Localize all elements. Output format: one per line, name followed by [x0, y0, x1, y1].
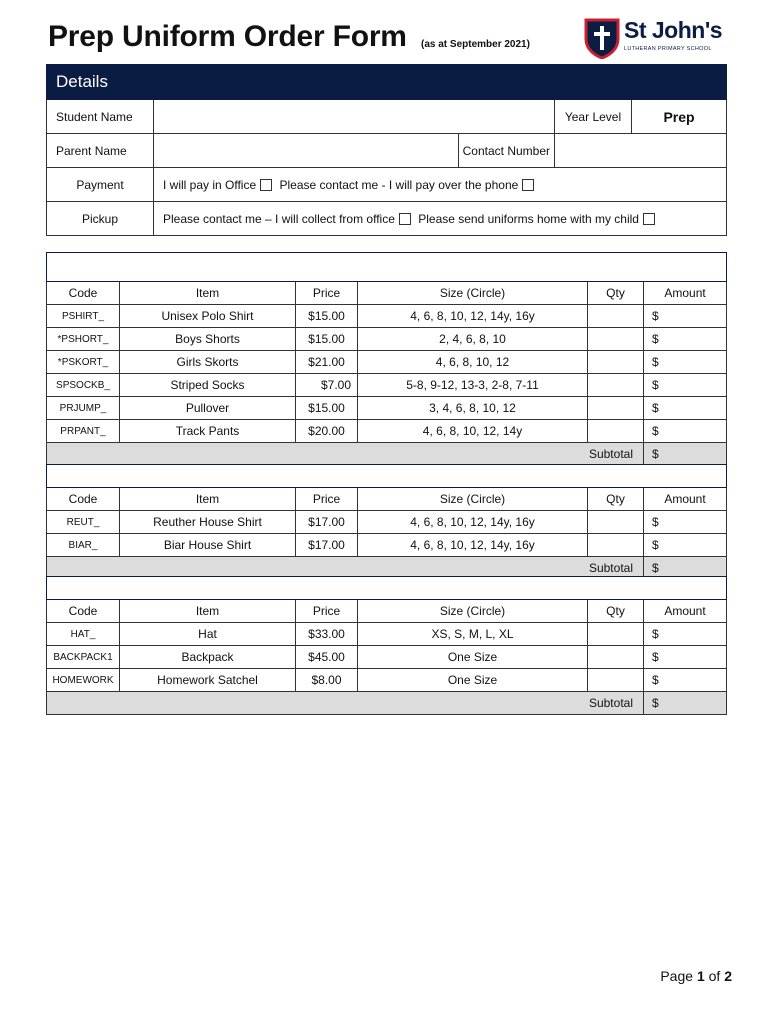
- form-date-note: (as at September 2021): [421, 39, 530, 50]
- item-amount[interactable]: $: [644, 328, 727, 351]
- item-name: Striped Socks: [120, 374, 296, 397]
- item-sizes[interactable]: 4, 6, 8, 10, 12, 14y, 16y: [358, 534, 588, 557]
- item-price: $20.00: [296, 420, 358, 443]
- item-price: $8.00: [296, 669, 358, 692]
- accessories-table: [46, 576, 727, 715]
- qty-field[interactable]: [588, 623, 644, 646]
- item-sizes[interactable]: 5-8, 9-12, 13-3, 2-8, 7-11: [358, 374, 588, 397]
- qty-field[interactable]: [588, 511, 644, 534]
- payment-label: Payment: [47, 168, 154, 202]
- qty-field[interactable]: [588, 534, 644, 557]
- item-price: $15.00: [296, 397, 358, 420]
- item-code: PRJUMP_: [47, 397, 120, 420]
- subtotal-amount[interactable]: $: [644, 443, 727, 466]
- item-amount[interactable]: $: [644, 374, 727, 397]
- item-code: SPSOCKB_: [47, 374, 120, 397]
- item-name: Reuther House Shirt: [120, 511, 296, 534]
- item-amount[interactable]: $: [644, 511, 727, 534]
- formal-uniform-table: [46, 252, 727, 466]
- item-price: $45.00: [296, 646, 358, 669]
- page-prefix: Page: [660, 968, 694, 984]
- item-name: Unisex Polo Shirt: [120, 305, 296, 328]
- item-sizes[interactable]: 2, 4, 6, 8, 10: [358, 328, 588, 351]
- pay-office-label: I will pay in Office: [163, 177, 257, 192]
- pickup-label: Pickup: [47, 202, 154, 236]
- qty-field[interactable]: [588, 374, 644, 397]
- sport-heading: Sport Uniform: [47, 465, 727, 488]
- qty-field[interactable]: [588, 420, 644, 443]
- item-sizes[interactable]: One Size: [358, 646, 588, 669]
- item-code: HOMEWORK: [47, 669, 120, 692]
- item-price: $7.00: [296, 374, 358, 397]
- table-row: [47, 669, 727, 692]
- col-qty: Qty: [588, 600, 644, 623]
- item-code: PSHIRT_: [47, 305, 120, 328]
- page-of: of: [708, 968, 721, 984]
- school-name: St John's: [624, 17, 723, 43]
- item-name: Biar House Shirt: [120, 534, 296, 557]
- item-sizes[interactable]: 4, 6, 8, 10, 12, 14y, 16y: [358, 305, 588, 328]
- qty-field[interactable]: [588, 305, 644, 328]
- send-home-checkbox[interactable]: [643, 213, 655, 225]
- subtotal-label: Subtotal: [47, 443, 644, 466]
- send-home-label: Please send uniforms home with my child: [418, 211, 639, 226]
- item-sizes[interactable]: 3, 4, 6, 8, 10, 12: [358, 397, 588, 420]
- col-size: Size (Circle): [358, 600, 588, 623]
- item-code: REUT_: [47, 511, 120, 534]
- item-name: Homework Satchel: [120, 669, 296, 692]
- parent-name-label: Parent Name: [47, 134, 154, 168]
- subtotal-label: Subtotal: [47, 692, 644, 715]
- subtotal-row: [47, 443, 727, 466]
- item-price: $17.00: [296, 511, 358, 534]
- col-price: Price: [296, 282, 358, 305]
- item-code: PRPANT_: [47, 420, 120, 443]
- subtotal-amount[interactable]: $: [644, 557, 727, 580]
- year-level-label: Year Level: [555, 100, 632, 134]
- page-total: 2: [724, 968, 732, 984]
- item-amount[interactable]: $: [644, 623, 727, 646]
- item-name: Hat: [120, 623, 296, 646]
- item-amount[interactable]: $: [644, 420, 727, 443]
- item-code: BIAR_: [47, 534, 120, 557]
- item-price: $17.00: [296, 534, 358, 557]
- pickup-options: [154, 202, 727, 236]
- item-name: Girls Skorts: [120, 351, 296, 374]
- table-row: [47, 534, 727, 557]
- contact-number-label: Contact Number: [459, 134, 555, 168]
- item-amount[interactable]: $: [644, 534, 727, 557]
- col-item: Item: [120, 488, 296, 511]
- formal-heading: Formal Uniform: [47, 253, 727, 282]
- school-subtitle: LUTHERAN PRIMARY SCHOOL: [624, 46, 712, 52]
- item-amount[interactable]: $: [644, 305, 727, 328]
- item-amount[interactable]: $: [644, 351, 727, 374]
- table-row: [47, 397, 727, 420]
- table-row: [47, 374, 727, 397]
- col-amount: Amount: [644, 488, 727, 511]
- col-amount: Amount: [644, 282, 727, 305]
- pay-phone-label: Please contact me - I will pay over the phone: [279, 177, 519, 192]
- item-price: $21.00: [296, 351, 358, 374]
- table-row: [47, 511, 727, 534]
- item-sizes[interactable]: 4, 6, 8, 10, 12, 14y, 16y: [358, 511, 588, 534]
- item-name: Boys Shorts: [120, 328, 296, 351]
- pay-office-checkbox[interactable]: [260, 179, 272, 191]
- table-row: [47, 646, 727, 669]
- qty-field[interactable]: [588, 669, 644, 692]
- item-code: *PSHORT_: [47, 328, 120, 351]
- subtotal-amount[interactable]: $: [644, 692, 727, 715]
- table-row: [47, 623, 727, 646]
- col-price: Price: [296, 600, 358, 623]
- item-amount[interactable]: $: [644, 397, 727, 420]
- item-price: $15.00: [296, 305, 358, 328]
- payment-options: [154, 168, 727, 202]
- qty-field[interactable]: [588, 351, 644, 374]
- parent-name-field[interactable]: [154, 134, 459, 168]
- item-sizes[interactable]: 4, 6, 8, 10, 12: [358, 351, 588, 374]
- details-heading: Details: [47, 65, 727, 100]
- col-amount: Amount: [644, 600, 727, 623]
- qty-field[interactable]: [588, 397, 644, 420]
- table-row: [47, 328, 727, 351]
- item-name: Track Pants: [120, 420, 296, 443]
- item-amount[interactable]: $: [644, 669, 727, 692]
- contact-number-field[interactable]: [555, 134, 727, 168]
- pay-phone-checkbox[interactable]: [522, 179, 534, 191]
- accessories-heading: Accessories - Required: [47, 577, 727, 600]
- student-name-label: Student Name: [47, 100, 154, 134]
- table-row: [47, 420, 727, 443]
- col-size: Size (Circle): [358, 488, 588, 511]
- sport-uniform-table: [46, 464, 727, 580]
- year-level-value: Prep: [632, 100, 727, 134]
- item-code: HAT_: [47, 623, 120, 646]
- qty-field[interactable]: [588, 646, 644, 669]
- collect-office-checkbox[interactable]: [399, 213, 411, 225]
- subtotal-row: [47, 692, 727, 715]
- col-size: Size (Circle): [358, 282, 588, 305]
- col-item: Item: [120, 600, 296, 623]
- item-sizes[interactable]: 4, 6, 8, 10, 12, 14y: [358, 420, 588, 443]
- col-qty: Qty: [588, 488, 644, 511]
- qty-field[interactable]: [588, 328, 644, 351]
- shield-cross-icon: [584, 17, 620, 59]
- student-name-field[interactable]: [154, 100, 555, 134]
- item-price: $33.00: [296, 623, 358, 646]
- item-code: *PSKORT_: [47, 351, 120, 374]
- subtotal-label: Subtotal: [47, 557, 644, 580]
- col-code: Code: [47, 488, 120, 511]
- school-logo: [584, 17, 724, 59]
- table-row: [47, 351, 727, 374]
- details-table: [46, 64, 727, 236]
- form-title: Prep Uniform Order Form: [48, 20, 407, 53]
- item-sizes[interactable]: One Size: [358, 669, 588, 692]
- col-price: Price: [296, 488, 358, 511]
- table-row: [47, 305, 727, 328]
- item-price: $15.00: [296, 328, 358, 351]
- item-name: Backpack: [120, 646, 296, 669]
- col-qty: Qty: [588, 282, 644, 305]
- col-code: Code: [47, 600, 120, 623]
- item-code: BACKPACK1: [47, 646, 120, 669]
- col-code: Code: [47, 282, 120, 305]
- collect-office-label: Please contact me – I will collect from office: [163, 211, 395, 226]
- item-amount[interactable]: $: [644, 646, 727, 669]
- item-name: Pullover: [120, 397, 296, 420]
- col-item: Item: [120, 282, 296, 305]
- page-current: 1: [696, 968, 705, 984]
- item-sizes[interactable]: XS, S, M, L, XL: [358, 623, 588, 646]
- page-number: [660, 968, 732, 984]
